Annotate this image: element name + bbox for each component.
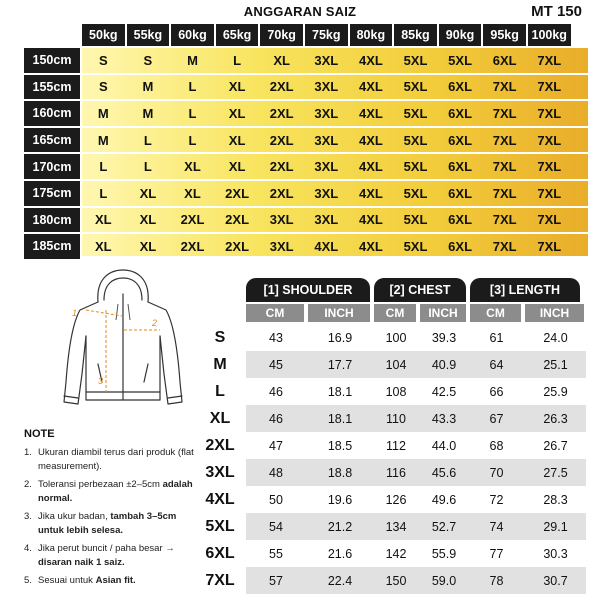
measure-cell: 54: [269, 519, 283, 534]
size-label: 5XL: [205, 517, 235, 535]
size-estimate-cell: XL: [94, 238, 112, 254]
measure-cell: 70: [489, 465, 504, 480]
measure-cell: 18.1: [327, 411, 353, 426]
size-estimate-cell: 4XL: [314, 238, 339, 254]
weight-header-cell: 85kg: [394, 24, 437, 46]
measure-cell: 57: [269, 573, 283, 588]
notes-section: [24, 428, 194, 592]
measure-cell: 150: [385, 573, 407, 588]
size-estimate-cell: 3XL: [314, 132, 339, 148]
size-label: S: [214, 328, 226, 346]
size-estimate-cell: XL: [94, 212, 112, 228]
size-estimate-cell: L: [188, 132, 197, 148]
size-estimate-cell: 5XL: [403, 52, 428, 68]
size-label: 2XL: [205, 436, 235, 454]
size-estimate-cell: 7XL: [492, 79, 517, 95]
size-estimate-cell: 5XL: [403, 105, 428, 121]
size-estimate-cell: 7XL: [492, 212, 517, 228]
note-text: [38, 510, 194, 538]
measure-cell: 18.8: [327, 465, 353, 480]
note-text: [38, 574, 136, 588]
size-estimate-cell: XL: [184, 185, 201, 201]
size-estimate-cell: M: [187, 52, 198, 68]
size-estimate-cell: 3XL: [314, 185, 339, 201]
measure-cell: 45: [269, 357, 283, 372]
measure-cell: 50: [269, 492, 283, 507]
note-item: [24, 478, 194, 506]
size-estimate-cell: 4XL: [358, 238, 383, 254]
size-estimate-cell: 7XL: [537, 159, 562, 175]
size-estimate-cell: 7XL: [537, 52, 562, 68]
weight-header-cell: 100kg: [528, 24, 571, 46]
weight-header-cell: 55kg: [127, 24, 170, 46]
measure-cell: 18.5: [327, 438, 353, 453]
note-item: [24, 574, 194, 588]
measure-cell: 100: [385, 330, 407, 345]
measure-cell: 52.7: [431, 519, 457, 534]
table-row: [194, 378, 586, 405]
size-estimate-cell: 5XL: [403, 159, 428, 175]
size-estimate-cell: M: [97, 105, 109, 121]
measure-cell: 142: [385, 546, 407, 561]
measure-cell: 68: [489, 438, 504, 453]
size-estimate-cell: 7XL: [492, 159, 517, 175]
size-estimate-cell: 4XL: [358, 185, 383, 201]
measure-cell: 126: [385, 492, 407, 507]
size-estimate-cell: 2XL: [225, 238, 250, 254]
table-row: [194, 486, 586, 513]
measure-cell: 45.6: [431, 465, 457, 480]
weight-header-cell: 80kg: [350, 24, 393, 46]
measure-cell: 21.2: [327, 519, 353, 534]
size-estimate-cell: 5XL: [403, 79, 428, 95]
measure-cell: 44.0: [431, 438, 457, 453]
size-estimate-cell: 6XL: [448, 185, 473, 201]
size-estimate-cell: 7XL: [537, 132, 562, 148]
measure-cell: 66: [489, 384, 504, 399]
measure-cell: 67: [489, 411, 504, 426]
note-item: [24, 510, 194, 538]
note-number: 5.: [24, 575, 32, 586]
size-label: M: [213, 355, 227, 373]
size-estimate-cell: XL: [139, 238, 157, 254]
size-estimate-cell: 7XL: [492, 185, 517, 201]
size-estimate-cell: L: [99, 159, 108, 175]
height-header-cell: 175cm: [24, 181, 80, 206]
measure-cell: 112: [386, 438, 406, 453]
page-title: ANGGARAN SAIZ: [243, 4, 357, 19]
note-text-bold: Asian fit.: [95, 575, 136, 586]
measure-cell: 43: [269, 330, 283, 345]
size-estimate-cell: 7XL: [537, 185, 562, 201]
height-header-cell: 155cm: [24, 75, 80, 100]
size-estimate-cell: S: [143, 52, 153, 68]
size-estimate-cell: 6XL: [448, 105, 473, 121]
size-estimate-cell: XL: [228, 159, 246, 175]
product-code: MT 150: [531, 3, 582, 20]
weight-header-cell: 95kg: [483, 24, 526, 46]
table-row: [194, 432, 586, 459]
height-header-cell: 170cm: [24, 154, 80, 179]
measure-cell: 48: [269, 465, 283, 480]
size-estimate-cell: 4XL: [358, 79, 383, 95]
table-row: [194, 405, 586, 432]
measure-cell: 26.7: [543, 438, 568, 453]
height-header-cell: 185cm: [24, 234, 80, 259]
note-text-part: Ukuran diambil terus dari produk (flat measurement).: [38, 447, 194, 472]
size-estimate-cell: XL: [139, 212, 157, 228]
measure-cell: 21.6: [327, 546, 353, 561]
measure-cell: 39.3: [431, 330, 457, 345]
table-row: [194, 540, 586, 567]
size-label: 6XL: [205, 544, 235, 562]
size-estimate-cell: 6XL: [448, 132, 473, 148]
measure-cell: 72: [489, 492, 504, 507]
size-estimate-cell: M: [142, 105, 154, 121]
measure-cell: 42.5: [431, 384, 457, 399]
size-estimate-cell: XL: [273, 52, 290, 68]
measure-cell: 46: [269, 411, 283, 426]
size-estimate-cell: 6XL: [448, 79, 473, 95]
measure-cell: 25.1: [543, 357, 568, 372]
size-estimate-cell: 6XL: [448, 159, 473, 175]
note-number: 3.: [24, 511, 32, 522]
measure-unit-header: CM: [470, 304, 521, 322]
size-estimate-table: [24, 24, 588, 256]
note-text-bold: tambah 3–5cm untuk lebih selesa.: [38, 511, 177, 536]
size-estimate-cell: 2XL: [269, 185, 294, 201]
size-estimate-cell: 5XL: [403, 185, 428, 201]
measure-group-header: [2] CHEST: [374, 278, 466, 302]
measure-cell: 49.6: [431, 492, 457, 507]
measure-unit-header: INCH: [308, 304, 370, 322]
measure-cell: 110: [386, 411, 406, 426]
size-estimate-cell: 5XL: [403, 132, 428, 148]
size-label: XL: [209, 409, 231, 427]
note-text-bold: → disaran naik 1 saiz.: [38, 543, 175, 568]
height-header-cell: 160cm: [24, 101, 80, 126]
size-estimate-cell: 2XL: [180, 238, 205, 254]
measure-cell: 77: [489, 546, 504, 561]
size-estimate-cell: L: [143, 132, 152, 148]
size-estimate-cell: M: [142, 79, 154, 95]
measure-unit-header: CM: [246, 304, 304, 322]
height-header-cell: 180cm: [24, 208, 80, 233]
weight-header-cell: 60kg: [171, 24, 214, 46]
size-estimate-cell: 3XL: [314, 52, 339, 68]
note-text-bold: adalah normal.: [38, 479, 193, 504]
marker-chest: 2: [152, 318, 158, 328]
note-item: [24, 446, 194, 474]
measure-cell: 134: [385, 519, 407, 534]
size-estimate-cell: S: [98, 79, 108, 95]
note-number: 1.: [24, 447, 32, 458]
size-estimate-cell: L: [233, 52, 242, 68]
size-estimate-cell: 2XL: [269, 79, 294, 95]
measure-cell: 26.3: [543, 411, 568, 426]
chart-header: [0, 4, 600, 22]
measure-unit-header: CM: [374, 304, 416, 322]
weight-header-cell: 50kg: [82, 24, 125, 46]
table-row: [194, 459, 586, 486]
size-estimate-cell: XL: [228, 132, 246, 148]
size-estimate-cell: 2XL: [269, 159, 294, 175]
size-estimate-cell: XL: [228, 105, 246, 121]
size-estimate-cell: 5XL: [403, 238, 428, 254]
notes-list: [24, 446, 194, 588]
weight-header-cell: 65kg: [216, 24, 259, 46]
note-text: [38, 542, 194, 570]
measure-cell: 25.9: [543, 384, 568, 399]
size-estimate-cell: L: [143, 159, 152, 175]
measure-cell: 24.0: [543, 330, 568, 345]
table-row: [194, 324, 586, 351]
size-estimate-cell: 3XL: [269, 212, 294, 228]
measure-cell: 46: [269, 384, 283, 399]
size-estimate-cell: L: [188, 79, 197, 95]
table-row: [194, 567, 586, 594]
measure-cell: 40.9: [431, 357, 457, 372]
measure-cell: 19.6: [327, 492, 353, 507]
size-estimate-cell: 7XL: [492, 238, 517, 254]
note-number: 2.: [24, 479, 32, 490]
size-estimate-cell: 4XL: [358, 212, 383, 228]
height-header-cell: 165cm: [24, 128, 80, 153]
size-estimate-cell: 4XL: [358, 105, 383, 121]
note-text-part: Sesuai untuk: [38, 575, 96, 586]
size-estimate-cell: 4XL: [358, 132, 383, 148]
height-header-column: [24, 48, 80, 259]
measure-cell: 104: [385, 357, 407, 372]
measure-cell: 27.5: [543, 465, 568, 480]
measure-cell: 22.4: [327, 573, 353, 588]
size-estimate-cell: 2XL: [180, 212, 205, 228]
size-estimate-cell: M: [97, 132, 109, 148]
size-estimate-cell: 7XL: [492, 105, 517, 121]
size-estimate-cell: 7XL: [537, 212, 562, 228]
size-estimate-cell: 7XL: [537, 238, 562, 254]
table-row: [194, 351, 586, 378]
table-row: [194, 513, 586, 540]
size-estimate-cell: 5XL: [448, 52, 473, 68]
note-text-part: Toleransi perbezaan ±2–5cm: [38, 479, 163, 490]
measure-group-header: [1] SHOULDER: [246, 278, 370, 302]
measure-cell: 43.3: [431, 411, 457, 426]
note-item: [24, 542, 194, 570]
size-estimate-cell: 3XL: [314, 212, 339, 228]
weight-header-row: [82, 24, 571, 46]
size-estimate-cell: 7XL: [492, 132, 517, 148]
weight-header-cell: 90kg: [439, 24, 482, 46]
measure-group-header: [3] LENGTH: [470, 278, 580, 302]
size-estimate-cell: 2XL: [225, 185, 250, 201]
size-estimate-cell: 2XL: [269, 132, 294, 148]
measure-cell: 30.7: [543, 573, 568, 588]
measure-cell: 29.1: [543, 519, 568, 534]
notes-title: NOTE: [24, 428, 55, 440]
size-estimate-body: [82, 48, 588, 256]
height-header-cell: 150cm: [24, 48, 80, 73]
size-estimate-cell: L: [188, 105, 197, 121]
size-label: 7XL: [205, 571, 235, 589]
size-label: 3XL: [205, 463, 235, 481]
measure-cell: 116: [386, 465, 406, 480]
size-estimate-cell: XL: [228, 79, 246, 95]
size-estimate-cell: 2XL: [269, 105, 294, 121]
size-estimate-cell: 3XL: [269, 238, 294, 254]
measure-unit-header: INCH: [420, 304, 466, 322]
measure-cell: 28.3: [543, 492, 568, 507]
jacket-outline-icon: [58, 264, 188, 414]
size-estimate-cell: 4XL: [358, 52, 383, 68]
size-estimate-cell: XL: [139, 185, 157, 201]
size-estimate-cell: 2XL: [225, 212, 250, 228]
measure-cell: 55.9: [431, 546, 457, 561]
measure-cell: 16.9: [327, 330, 353, 345]
measure-cell: 55: [269, 546, 283, 561]
measure-cell: 108: [385, 384, 407, 399]
size-estimate-cell: 7XL: [537, 79, 562, 95]
weight-header-cell: 70kg: [260, 24, 303, 46]
size-estimate-cell: 6XL: [448, 238, 473, 254]
size-label: L: [215, 382, 225, 400]
measure-cell: 30.3: [543, 546, 568, 561]
measure-unit-header: INCH: [525, 304, 584, 322]
size-estimate-cell: 6XL: [492, 52, 517, 68]
note-text-part: Jika ukur badan,: [38, 511, 111, 522]
size-estimate-cell: 4XL: [358, 159, 383, 175]
measure-cell: 61: [489, 330, 504, 345]
size-estimate-cell: 6XL: [448, 212, 473, 228]
size-estimate-cell: 3XL: [314, 79, 339, 95]
measure-cell: 74: [489, 519, 504, 534]
jacket-illustration: [58, 264, 188, 414]
note-text-part: Jika perut buncit / paha besar: [38, 543, 166, 554]
measure-cell: 64: [489, 357, 504, 372]
size-estimate-cell: XL: [184, 159, 201, 175]
measure-cell: 59.0: [431, 573, 457, 588]
note-text: [38, 446, 194, 474]
note-text: [38, 478, 194, 506]
measure-cell: 18.1: [327, 384, 353, 399]
size-estimate-cell: 3XL: [314, 105, 339, 121]
weight-header-cell: 75kg: [305, 24, 348, 46]
size-estimate-cell: 7XL: [537, 105, 562, 121]
size-label: 4XL: [205, 490, 235, 508]
measure-cell: 78: [489, 573, 504, 588]
note-number: 4.: [24, 543, 32, 554]
size-estimate-cell: L: [99, 185, 108, 201]
size-estimate-cell: 3XL: [314, 159, 339, 175]
size-estimate-cell: S: [98, 52, 108, 68]
marker-length: 3: [98, 376, 104, 386]
size-estimate-cell: 5XL: [403, 212, 428, 228]
marker-shoulder: 1: [72, 308, 78, 318]
measure-cell: 47: [269, 438, 283, 453]
measure-cell: 17.7: [327, 357, 353, 372]
